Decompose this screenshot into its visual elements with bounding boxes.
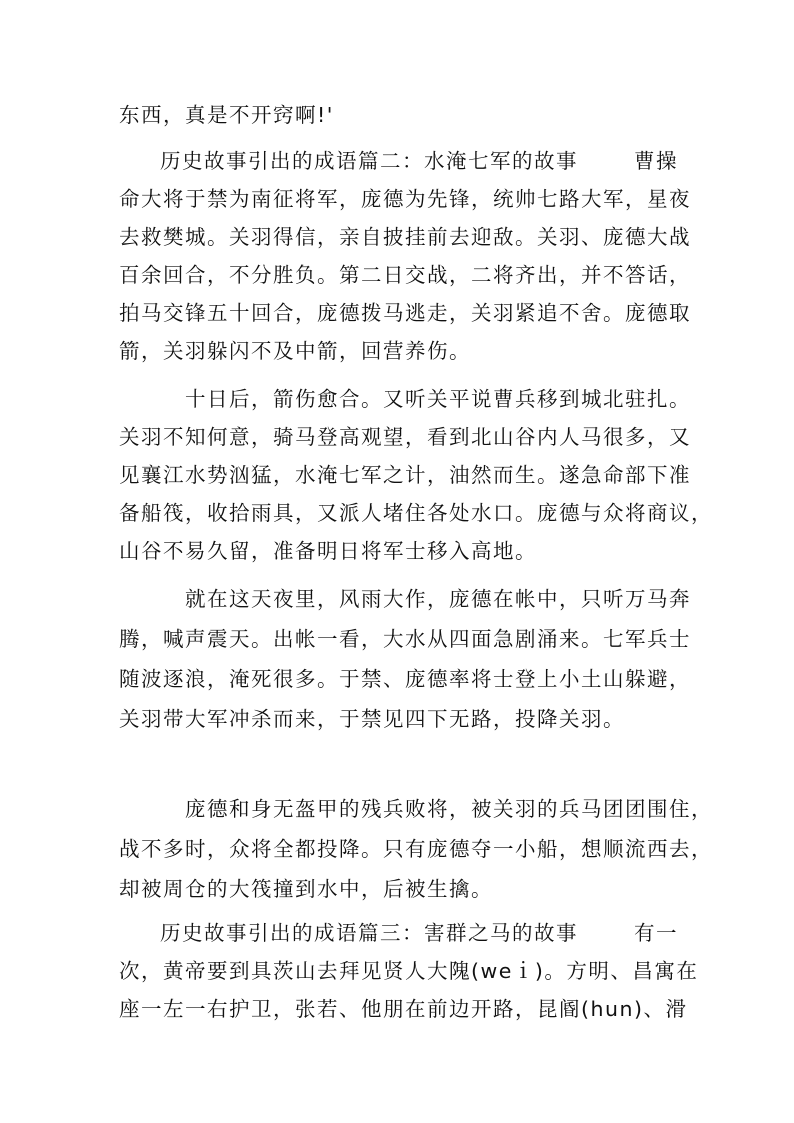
text-line: 腾，喊声震天。出帐一看，大水从四面急剧涌来。七军兵士 (119, 627, 691, 651)
paragraph-start: 曹操 (634, 149, 678, 173)
text-line: 拍马交锋五十回合，庞德拨马逃走，关羽紧追不舍。庞德取 (119, 301, 691, 325)
section-heading-line (160, 918, 678, 948)
section-heading-line (160, 146, 678, 176)
paragraph-first-line: 十日后，箭伤愈合。又听关平说曹兵移到城北驻扎。 (185, 387, 691, 411)
text-line: 关羽带大军冲杀而来，于禁见四下无路，投降关羽。 (119, 707, 625, 731)
text-line: 见襄江水势汹猛，水淹七军之计，油然而生。遂急命部下准 (119, 463, 691, 487)
text-line: 去救樊城。关羽得信，亲自披挂前去迎敌。关羽、庞德大战 (119, 225, 691, 249)
text-line: 东西，真是不开窍啊!' (119, 103, 334, 127)
text-line: 命大将于禁为南征将军，庞德为先锋，统帅七路大军，星夜 (119, 187, 691, 211)
text-line: 座一左一右护卫，张若、他朋在前边开路，昆阍(hun)、滑 (119, 997, 688, 1021)
section-heading: 历史故事引出的成语篇二：水淹七军的故事 (160, 149, 578, 173)
text-line: 关羽不知何意，骑马登高观望，看到北山谷内人马很多，又 (119, 425, 691, 449)
text-line: 箭，关羽躲闪不及中箭，回营养伤。 (119, 339, 471, 363)
paragraph-start: 有一 (634, 921, 678, 945)
text-line: 却被周仓的大筏撞到水中，后被生擒。 (119, 877, 493, 901)
text-line: 随波逐浪，淹死很多。于禁、庞德率将士登上小土山躲避， (119, 667, 691, 691)
text-line: 备船筏，收拾雨具，又派人堵住各处水口。庞德与众将商议， (119, 501, 713, 525)
text-line: 山谷不易久留，准备明日将军士移入高地。 (119, 539, 537, 563)
section-heading: 历史故事引出的成语篇三：害群之马的故事 (160, 921, 578, 945)
text-line: 战不多时，众将全都投降。只有庞德夺一小船，想顺流西去， (119, 837, 713, 861)
text-line: 百余回合，不分胜负。第二日交战，二将齐出，并不答话， (119, 263, 691, 287)
text-line: 次，黄帝要到具茨山去拜见贤人大隗(weｉ)。方明、昌寓在 (119, 959, 699, 983)
paragraph-first-line: 就在这天夜里，风雨大作，庞德在帐中，只听万马奔 (185, 587, 691, 611)
paragraph-first-line: 庞德和身无盔甲的残兵败将，被关羽的兵马团团围住， (185, 797, 713, 821)
